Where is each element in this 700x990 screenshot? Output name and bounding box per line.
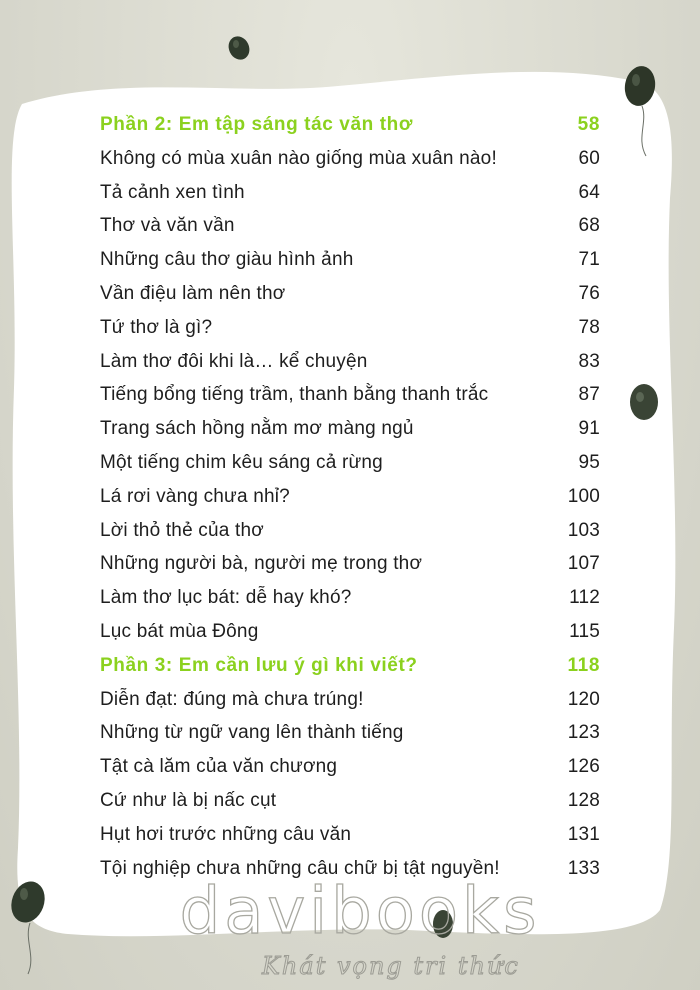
toc-entry-title: Cứ như là bị nấc cụt xyxy=(100,789,277,811)
toc-entry-title: Phần 2: Em tập sáng tác văn thơ xyxy=(100,114,413,135)
toc-entry xyxy=(100,249,600,283)
toc-entry-title: Lời thỏ thẻ của thơ xyxy=(100,519,264,541)
toc-section-heading xyxy=(100,655,600,689)
toc-entry xyxy=(100,520,600,554)
toc-entry-title: Trang sách hồng nằm mơ màng ngủ xyxy=(100,418,414,440)
toc-entry-page: 76 xyxy=(578,282,600,304)
toc-entry xyxy=(100,317,600,351)
toc-entry-title: Thơ và văn vần xyxy=(100,215,235,237)
toc-entry-title: Lục bát mùa Đông xyxy=(100,620,259,642)
toc-entry-page: 133 xyxy=(567,857,600,879)
toc-entry-title: Làm thơ lục bát: dễ hay khó? xyxy=(100,587,352,609)
toc-entry-page: 126 xyxy=(567,756,600,778)
toc-entry-page: 95 xyxy=(578,451,600,473)
toc-entry xyxy=(100,621,600,655)
table-of-contents xyxy=(100,114,600,891)
toc-entry xyxy=(100,148,600,182)
toc-entry-page: 58 xyxy=(577,114,600,135)
toc-entry-page: 107 xyxy=(567,553,600,575)
toc-entry xyxy=(100,351,600,385)
toc-entry-title: Làm thơ đôi khi là… kể chuyện xyxy=(100,350,368,372)
toc-entry xyxy=(100,384,600,418)
balloon-icon xyxy=(618,60,664,180)
toc-entry-title: Một tiếng chim kêu sáng cả rừng xyxy=(100,451,383,473)
balloon-icon xyxy=(226,34,254,68)
toc-entry-page: 78 xyxy=(578,316,600,338)
toc-entry-page: 60 xyxy=(578,147,600,169)
toc-entry-page: 123 xyxy=(567,722,600,744)
toc-entry xyxy=(100,722,600,756)
toc-entry-page: 87 xyxy=(578,384,600,406)
toc-entry-page: 83 xyxy=(578,350,600,372)
toc-entry-title: Lá rơi vàng chưa nhỉ? xyxy=(100,485,290,507)
toc-entry-page: 91 xyxy=(578,418,600,440)
balloon-icon xyxy=(2,870,54,980)
toc-entry-title: Tả cảnh xen tình xyxy=(100,181,245,203)
toc-entry xyxy=(100,452,600,486)
toc-entry-title: Những từ ngữ vang lên thành tiếng xyxy=(100,722,404,744)
toc-entry xyxy=(100,587,600,621)
toc-entry xyxy=(100,790,600,824)
watermark-brand: davibooks xyxy=(179,875,541,949)
toc-entry xyxy=(100,756,600,790)
toc-entry xyxy=(100,486,600,520)
toc-entry-title: Những câu thơ giàu hình ảnh xyxy=(100,249,354,271)
toc-entry-page: 112 xyxy=(569,587,600,609)
toc-entry-page: 115 xyxy=(569,620,600,642)
toc-section-heading xyxy=(100,114,600,148)
toc-entry xyxy=(100,418,600,452)
toc-entry xyxy=(100,689,600,723)
toc-entry-page: 118 xyxy=(567,654,600,676)
toc-entry-title: Tứ thơ là gì? xyxy=(100,316,213,338)
toc-entry-title: Không có mùa xuân nào giống mùa xuân nào! xyxy=(100,147,497,169)
toc-entry-page: 71 xyxy=(578,249,600,271)
toc-entry-page: 128 xyxy=(567,789,600,811)
toc-entry-title: Diễn đạt: đúng mà chưa trúng! xyxy=(100,688,364,710)
toc-entry-title: Phần 3: Em cần lưu ý gì khi viết? xyxy=(100,654,418,676)
toc-entry xyxy=(100,553,600,587)
toc-entry-title: Hụt hơi trước những câu văn xyxy=(100,823,352,845)
toc-entry-title: Những người bà, người mẹ trong thơ xyxy=(100,553,423,575)
toc-entry xyxy=(100,182,600,216)
toc-entry-title: Tiếng bổng tiếng trầm, thanh bằng thanh trắc xyxy=(100,384,489,406)
toc-entry-title: Tội nghiệp chưa những câu chữ bị tật nguyền! xyxy=(100,857,500,879)
toc-entry-page: 103 xyxy=(567,519,600,541)
toc-entry-title: Tật cà lăm của văn chương xyxy=(100,756,338,778)
toc-entry-page: 64 xyxy=(578,181,600,203)
balloon-icon xyxy=(624,380,664,430)
toc-entry-title: Vần điệu làm nên thơ xyxy=(100,282,286,304)
toc-entry-page: 68 xyxy=(578,215,600,237)
toc-entry-page: 131 xyxy=(567,823,600,845)
toc-entry xyxy=(100,824,600,858)
toc-entry-page: 120 xyxy=(567,688,600,710)
watermark-tagline: Khát vọng tri thức xyxy=(262,952,520,980)
toc-entry xyxy=(100,283,600,317)
toc-entry xyxy=(100,215,600,249)
toc-entry-page: 100 xyxy=(567,485,600,507)
